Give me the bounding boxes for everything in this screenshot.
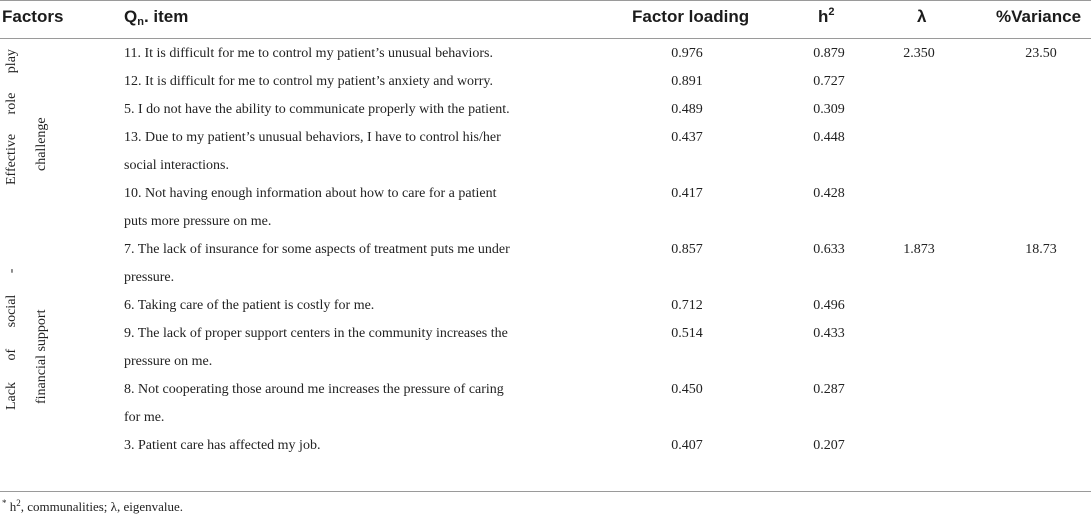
header-item-sub: n <box>137 16 144 28</box>
item-text: pressure. <box>124 270 175 285</box>
factor-loading-value: 0.450 <box>671 382 703 397</box>
header-item-q: Q <box>124 7 138 26</box>
item-text: 7. The lack of insurance for some aspects of treatment puts me under <box>124 242 510 257</box>
footnote <box>2 499 183 515</box>
communality-value: 0.287 <box>813 382 845 397</box>
header-lambda: λ <box>917 7 927 26</box>
header-loading: Factor loading <box>632 7 750 26</box>
header-item-rest: . item <box>143 7 189 26</box>
footnote-h: h <box>9 499 17 514</box>
factor-loading-value: 0.857 <box>671 242 703 257</box>
item-text: 5. I do not have the ability to communicate properly with the patient. <box>124 102 510 117</box>
factor-label-line2: challenge <box>34 117 49 171</box>
factor-loading-value: 0.417 <box>671 186 703 201</box>
communality-value: 0.879 <box>813 46 845 61</box>
communality-value: 0.428 <box>813 186 845 201</box>
header-h2-base: h <box>818 7 829 26</box>
header-h2-sup: 2 <box>828 6 835 18</box>
factor-loading-value: 0.437 <box>671 130 703 145</box>
header-rule <box>0 38 1091 39</box>
factor-loading-value: 0.489 <box>671 102 703 117</box>
item-text: puts more pressure on me. <box>124 214 272 229</box>
communality-value: 0.496 <box>813 298 845 313</box>
communality-value: 0.207 <box>813 438 845 453</box>
communality-value: 0.633 <box>813 242 845 257</box>
communality-value: 0.309 <box>813 102 845 117</box>
factor-loading-value: 0.712 <box>671 298 703 313</box>
communality-value: 0.448 <box>813 130 845 145</box>
top-rule <box>0 0 1091 1</box>
factor-label-line2: financial support <box>34 309 49 404</box>
factor-loading-value: 0.976 <box>671 46 703 61</box>
header-variance: %Variance <box>996 7 1082 26</box>
variance-value: 18.73 <box>1025 242 1057 257</box>
header-h2 <box>818 4 835 30</box>
communality-value: 0.727 <box>813 74 845 89</box>
item-text: pressure on me. <box>124 354 213 369</box>
variance-value: 23.50 <box>1025 46 1057 61</box>
item-text: 3. Patient care has affected my job. <box>124 438 321 453</box>
factor-loading-value: 0.514 <box>671 326 703 341</box>
item-text: 9. The lack of proper support centers in the community increases the <box>124 326 508 341</box>
footnote-star: * <box>2 498 7 508</box>
item-text: 11. It is difficult for me to control my patient’s unusual behaviors. <box>124 46 493 61</box>
item-text: 12. It is difficult for me to control my patient’s anxiety and worry. <box>124 74 493 89</box>
table-row <box>0 438 1091 474</box>
header-factors: Factors <box>2 7 64 26</box>
item-text: 8. Not cooperating those around me increases the pressure of caring <box>124 382 504 397</box>
factor-label-line1: Lack of social - <box>4 268 19 410</box>
communality-value: 0.433 <box>813 326 845 341</box>
footnote-h-sup: 2 <box>16 498 21 508</box>
item-text: for me. <box>124 410 165 425</box>
item-text: social interactions. <box>124 158 229 173</box>
eigenvalue-value: 2.350 <box>903 46 935 61</box>
factor-loading-value: 0.407 <box>671 438 703 453</box>
factor-label-line1: Effective role play <box>4 49 19 185</box>
eigenvalue-value: 1.873 <box>903 242 935 257</box>
factor-loading-value: 0.891 <box>671 74 703 89</box>
item-text: 6. Taking care of the patient is costly for me. <box>124 298 375 313</box>
bottom-rule <box>0 491 1091 492</box>
item-text: 13. Due to my patient’s unusual behaviors, I have to control his/her <box>124 130 501 145</box>
footnote-text: , communalities; λ, eigenvalue. <box>20 499 184 514</box>
item-text: 10. Not having enough information about how to care for a patient <box>124 186 497 201</box>
header-item <box>124 4 188 30</box>
